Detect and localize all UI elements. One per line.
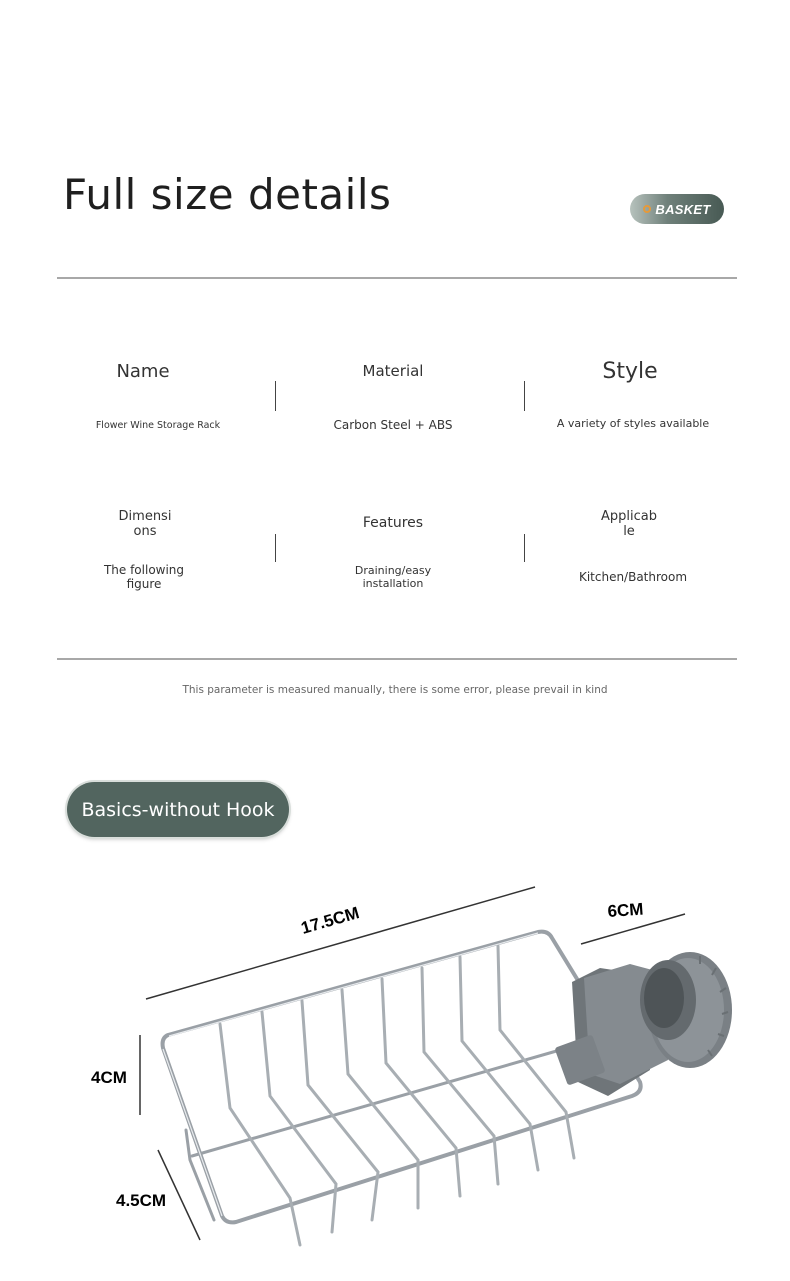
spec-features	[333, 516, 453, 531]
section-pill: Basics-without Hook	[67, 782, 289, 837]
spec-value: Carbon Steel + ABS	[333, 418, 453, 432]
bottom-divider	[57, 658, 737, 660]
spec-material-value	[318, 418, 468, 432]
measurement-note: This parameter is measured manually, there is some error, please prevail in kind	[182, 684, 608, 696]
spec-style-value	[548, 417, 718, 431]
spec-label: Style	[602, 359, 658, 384]
height-label: 4CM	[91, 1068, 127, 1087]
length-label: 17.5CM	[298, 903, 362, 938]
spec-name-value	[80, 419, 236, 433]
depth-label: 4.5CM	[116, 1191, 167, 1210]
spec-material	[333, 364, 453, 379]
spec-value: A variety of styles available	[556, 417, 710, 430]
spec-value: Draining/easy installation	[354, 564, 432, 590]
spec-label: Name	[116, 361, 170, 382]
spec-label: Applicab le	[601, 509, 657, 539]
mount-label: 6CM	[606, 899, 645, 921]
wire-highlights	[163, 933, 538, 1216]
badge-label: BASKET	[655, 201, 711, 217]
spec-label: Features	[362, 515, 424, 531]
spec-features-value	[333, 564, 453, 590]
spec-value: Flower Wine Storage Rack	[95, 420, 221, 431]
spec-dimensions	[95, 509, 195, 539]
spec-applicable	[580, 509, 678, 539]
page-title: Full size details	[63, 170, 392, 219]
spec-label: Dimensi ons	[118, 509, 172, 539]
spec-name	[88, 361, 198, 382]
length-dimension-line	[146, 887, 535, 999]
basket-badge	[630, 194, 724, 224]
spec-dimensions-value	[84, 563, 204, 591]
spec-label: Material	[362, 362, 424, 380]
spec-applicable-value	[560, 570, 706, 584]
column-separator	[524, 381, 525, 411]
column-separator	[275, 534, 276, 562]
column-separator	[275, 381, 276, 411]
top-divider	[57, 277, 737, 279]
column-separator	[524, 534, 525, 562]
spec-value: The following figure	[103, 563, 185, 591]
product-diagram	[0, 860, 790, 1281]
ring-icon	[643, 205, 651, 213]
spec-style	[570, 361, 690, 383]
spec-value: Kitchen/Bathroom	[578, 570, 688, 584]
faucet-clamp	[554, 952, 732, 1096]
